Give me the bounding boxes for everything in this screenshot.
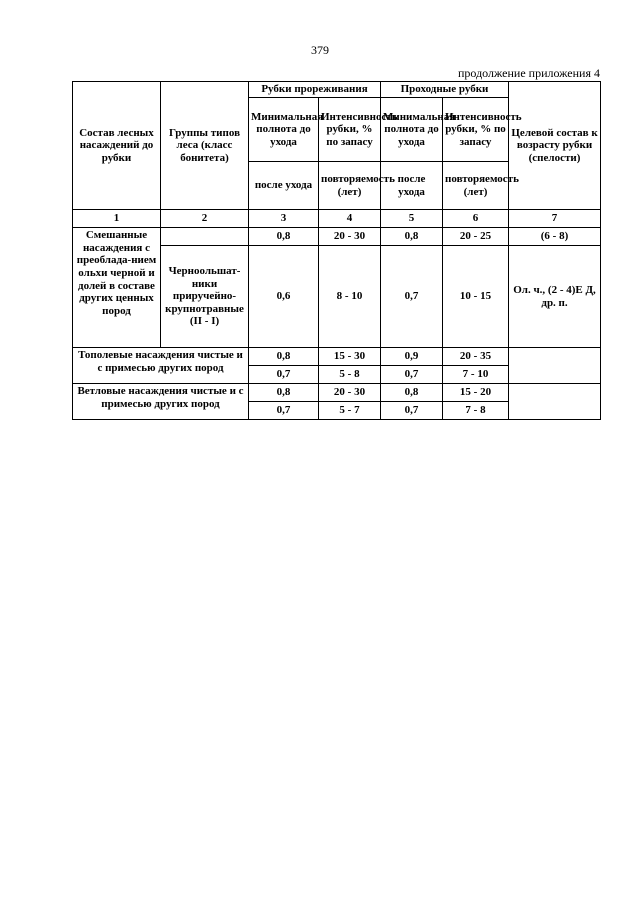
target-cell <box>509 348 601 384</box>
value-cell: 0,8 <box>381 384 443 402</box>
table-row <box>73 228 601 246</box>
value-cell: 0,6 <box>249 246 319 348</box>
value-cell: 0,8 <box>249 228 319 246</box>
value-cell: 0,8 <box>249 348 319 366</box>
value-cell: 0,7 <box>249 366 319 384</box>
poplar-stand-label: Тополевые насаждения чистые и с примесью других пород <box>73 348 249 384</box>
value-cell: 0,7 <box>381 366 443 384</box>
col-number: 5 <box>381 210 443 228</box>
value-cell: 8 - 10 <box>319 246 381 348</box>
col-number: 4 <box>319 210 381 228</box>
table-row <box>73 384 601 402</box>
header-thinning: Рубки прореживания <box>249 82 381 98</box>
value-cell: 20 - 30 <box>319 384 381 402</box>
value-cell: 5 - 7 <box>319 402 381 420</box>
header-target: Целевой состав к возрасту рубки (спелости) <box>509 82 601 210</box>
value-cell: 0,7 <box>381 402 443 420</box>
header-min-density-passing: Минимальная полнота до ухода <box>381 98 443 162</box>
col-number: 6 <box>443 210 509 228</box>
target-cell <box>509 384 601 420</box>
header-intensity-passing: Интенсивность рубки, % по запасу <box>443 98 509 162</box>
value-cell: 20 - 35 <box>443 348 509 366</box>
header-after-care-passing: после ухода <box>381 162 443 210</box>
header-intensity-thinning: Интенсивность рубки, % по запасу <box>319 98 381 162</box>
col-number: 1 <box>73 210 161 228</box>
value-cell: 0,8 <box>381 228 443 246</box>
forest-care-table <box>72 81 601 420</box>
header-min-density-thinning: Минимальная полнота до ухода <box>249 98 319 162</box>
forest-type-cell <box>161 228 249 246</box>
value-cell: 0,7 <box>249 402 319 420</box>
col-number: 2 <box>161 210 249 228</box>
target-cell: Ол. ч., (2 - 4)Е Д, др. п. <box>509 246 601 348</box>
header-repeat-passing: повторяемость (лет) <box>443 162 509 210</box>
mixed-stand-label: Смешанные насаждения с преоблада-нием ольхи черной и долей в составе других ценных пород <box>73 228 161 348</box>
value-cell: 10 - 15 <box>443 246 509 348</box>
header-forest-groups: Группы типов леса (класс бонитета) <box>161 82 249 210</box>
header-repeat-thinning: повторяемость (лет) <box>319 162 381 210</box>
value-cell: 0,8 <box>249 384 319 402</box>
header-composition: Состав лесных насаждений до рубки <box>73 82 161 210</box>
value-cell: 0,9 <box>381 348 443 366</box>
value-cell: 20 - 25 <box>443 228 509 246</box>
value-cell: 0,7 <box>381 246 443 348</box>
value-cell: 5 - 8 <box>319 366 381 384</box>
header-row-1 <box>73 82 601 98</box>
table-row <box>73 348 601 366</box>
value-cell: 15 - 20 <box>443 384 509 402</box>
col-number: 3 <box>249 210 319 228</box>
willow-stand-label: Ветловые насаждения чистые и с примесью других пород <box>73 384 249 420</box>
value-cell: 15 - 30 <box>319 348 381 366</box>
value-cell: 7 - 10 <box>443 366 509 384</box>
header-after-care-thinning: после ухода <box>249 162 319 210</box>
value-cell: 7 - 8 <box>443 402 509 420</box>
value-cell: 20 - 30 <box>319 228 381 246</box>
col-number: 7 <box>509 210 601 228</box>
forest-type-cell: Черноольшат-ники приручейно-крупнотравные (II - I) <box>161 246 249 348</box>
page-number: 379 <box>311 43 329 57</box>
continuation-caption: продолжение приложения 4 <box>458 66 600 80</box>
target-cell: (6 - 8) <box>509 228 601 246</box>
column-numbers-row <box>73 210 601 228</box>
header-passing: Проходные рубки <box>381 82 509 98</box>
